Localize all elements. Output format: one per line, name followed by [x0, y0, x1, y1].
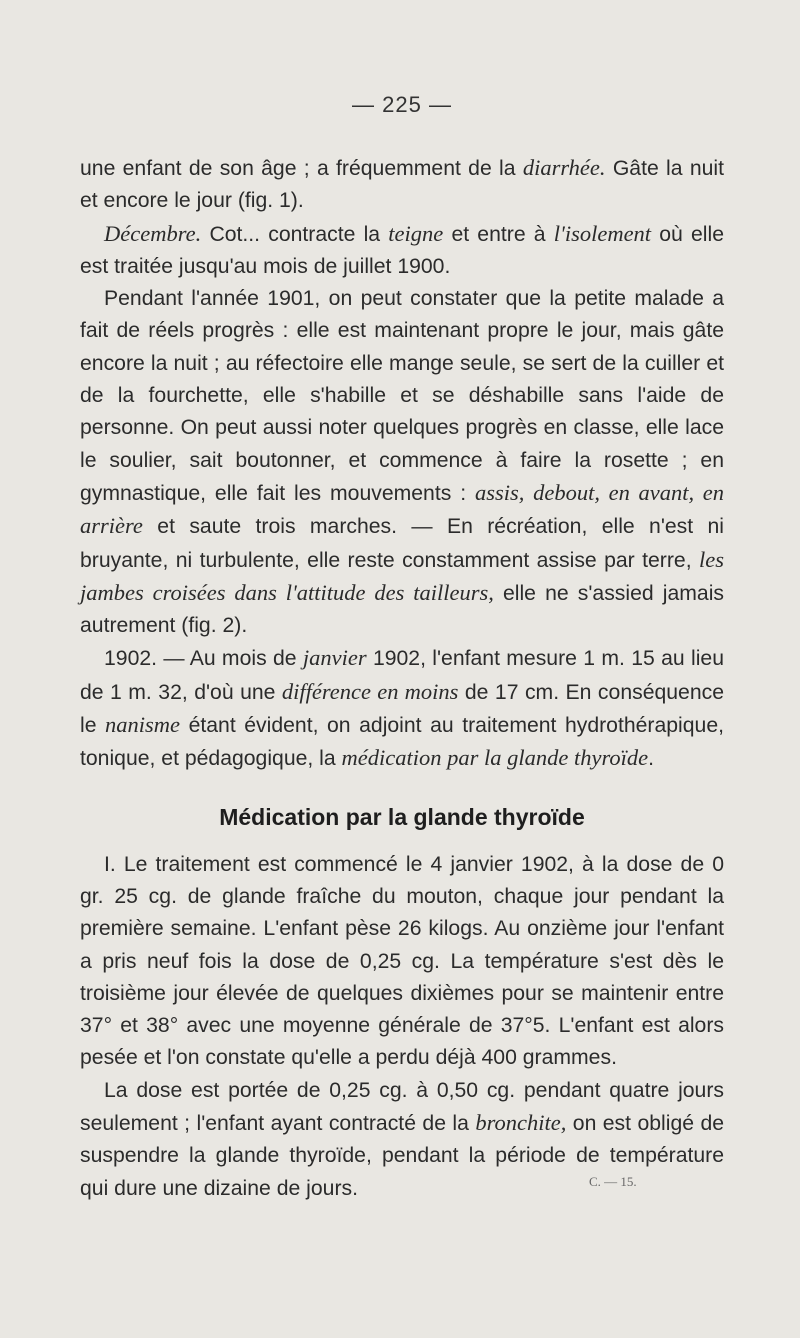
paragraph-3: [80, 283, 724, 642]
italic-run: différence en moins: [281, 678, 459, 704]
text-run: et entre à: [443, 222, 554, 246]
text-run: et saute trois marches. — En récréation, elle n'est ni bruyante, ni turbulente, elle reste constamment assise par terre,: [80, 515, 724, 572]
paragraph-1: [80, 152, 724, 218]
paragraph-5: [80, 849, 724, 1075]
italic-run: médication par la glande thyroïde: [341, 745, 649, 771]
signature-mark: C. — 15.: [589, 1174, 637, 1189]
italic-run: teigne: [388, 220, 444, 246]
text-run: on est obligé de suspendre la glande thyroïde, pendant la période de température qui dure une dizaine de jours.: [80, 1112, 725, 1200]
text-run: Cot... contracte la: [201, 222, 389, 246]
text-run: étant évident, on adjoint au traitement hydrothérapique, tonique, et pédagogique, la: [80, 714, 724, 771]
text-run: .: [648, 747, 655, 771]
italic-run: Décembre.: [104, 220, 202, 246]
text-run: Gâte la nuit et encore le jour (fig. 1).: [80, 157, 724, 213]
italic-run: bronchite,: [475, 1110, 567, 1136]
italic-run: les jambes croisées dans l'attitude des tailleurs,: [80, 546, 724, 605]
italic-run: janvier: [302, 645, 367, 671]
text-run: où elle est traitée jusqu'au mois de juillet 1900.: [80, 222, 724, 278]
italic-run: assis, debout, en avant, en arrière: [80, 479, 724, 539]
paragraph-2: [80, 218, 724, 284]
italic-run: l'isolement: [553, 220, 652, 246]
italic-run: diarrhée.: [522, 155, 606, 180]
text-run: elle ne s'assied jamais autrement (fig. 2).: [80, 581, 724, 638]
paragraph-4: [80, 642, 724, 775]
text-run: Pendant l'année 1901, on peut constater que la petite malade a fait de réels progrès : elle est maintenant propre le jour, mais gâte encore la nuit ; au réfectoire elle mange seule, se sert de la cuiller et de la fourchette, elle s'habille et se déshabille sans l'aide de personne. On peut aussi noter quelques progrès en classe, elle lace le soulier, sait boutonner, et commence à faire la rosette ; en gymnastique, elle fait les mouvements :: [80, 287, 724, 505]
text-run: de 17 cm. En conséquence le: [80, 680, 724, 738]
text-run: I. Le traitement est commencé le 4 janvier 1902, à la dose de 0 gr. 25 cg. de glande fraîche du mouton, chaque jour pendant la première semaine. L'enfant pèse 26 kilogs. Au onzième jour l'enfant a pris neuf fois la dose de 0,25 cg. La température s'est dès le troisième jour élevée de quelques dixièmes pour se maintenir entre 37° et 38° avec une moyenne générale de 37°5. L'enfant est alors pesée et l'on constate qu'elle a perdu déjà 400 grammes.: [80, 852, 724, 1070]
italic-run: nanisme: [105, 712, 181, 738]
text-run: 1902. — Au mois de: [104, 647, 303, 671]
text-run: La dose est portée de 0,25 cg. à 0,50 cg. pendant quatre jours seulement ; l'enfant ayant contracté de la: [80, 1078, 724, 1136]
page-number: — 225 —: [352, 92, 452, 117]
section-heading: Médication par la glande thyroïde: [219, 803, 585, 830]
text-run: 1902, l'enfant mesure 1 m. 15 au lieu de 1 m. 32, d'où une: [80, 647, 725, 704]
text-run: une enfant de son âge ; a fréquemment de la: [80, 157, 523, 180]
